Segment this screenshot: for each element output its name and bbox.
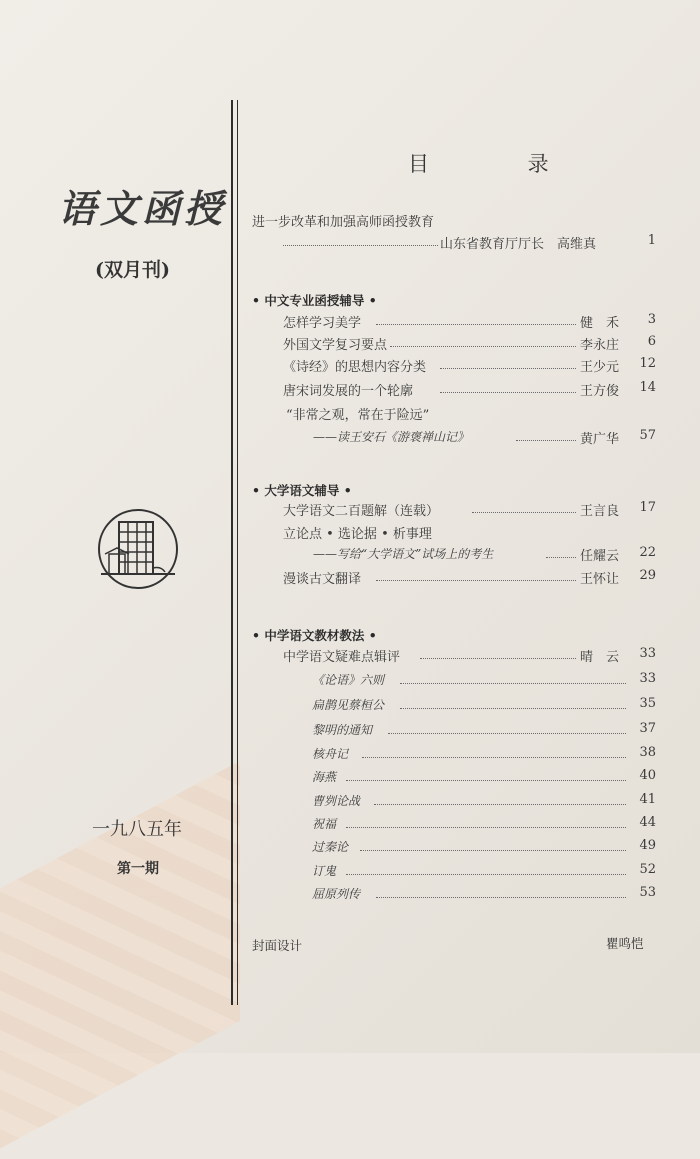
cover-designer-name: 瞿鸣恺 <box>606 936 644 951</box>
leader-dots <box>346 780 626 781</box>
toc-item-page: 17 <box>639 500 656 515</box>
toc-item-page: 29 <box>639 568 656 583</box>
leader-dots <box>400 683 626 684</box>
leader-dots <box>376 897 626 898</box>
leader-dots <box>546 557 576 558</box>
toc-item-title: 立论点 • 选论据 • 析事理 <box>283 527 432 542</box>
toc-lead-title-row <box>0 211 700 233</box>
toc-item-title: 进一步改革和加强高师函授教育 <box>252 215 435 230</box>
toc-item-title: 扁鹊见蔡桓公 <box>312 698 385 712</box>
toc-item[interactable] <box>0 545 700 567</box>
leader-dots <box>376 580 576 581</box>
toc-item-title: 中学语文疑难点辑评 <box>283 650 401 665</box>
toc-item-title: 过秦论 <box>312 840 349 854</box>
toc-section-heading: • 大学语文辅导 • <box>252 483 352 498</box>
toc-item-title: 祝福 <box>312 817 337 831</box>
toc-item[interactable] <box>0 671 700 693</box>
toc-item-author: 王言良 <box>580 504 620 519</box>
toc-item-title: 屈原列传 <box>312 887 361 901</box>
toc-item[interactable] <box>0 356 700 378</box>
leader-dots <box>516 440 576 441</box>
toc-item-title: 核舟记 <box>312 747 349 761</box>
toc-item-title: ——读王安石《游褒禅山记》 <box>313 430 470 444</box>
leader-dots <box>420 658 576 659</box>
toc-item[interactable] <box>0 380 700 402</box>
toc-item[interactable] <box>0 646 700 668</box>
toc-item-author: 黄广华 <box>580 432 620 447</box>
toc-item[interactable] <box>0 885 700 907</box>
toc-item-page: 3 <box>647 312 656 327</box>
toc-item-title: 唐宋词发展的一个轮廓 <box>283 384 414 399</box>
leader-dots <box>346 827 626 828</box>
toc-item-title: 订鬼 <box>312 864 337 878</box>
toc-item-author: 王方俊 <box>580 384 620 399</box>
toc-item-page: 40 <box>639 768 656 783</box>
toc-item-page: 44 <box>639 815 656 830</box>
toc-item[interactable] <box>0 815 700 837</box>
toc-item[interactable] <box>0 404 700 426</box>
toc-item-title: 《诗经》的思想内容分类 <box>283 360 427 375</box>
toc-item-author: 任耀云 <box>580 549 620 564</box>
toc-item-author: 健 禾 <box>580 316 620 331</box>
toc-item-title: 漫谈古文翻译 <box>283 572 362 587</box>
toc-item[interactable] <box>0 721 700 743</box>
toc-item-page: 12 <box>639 356 656 371</box>
leader-dots <box>376 324 576 325</box>
leader-dots <box>440 368 576 369</box>
toc-heading: 目 录 <box>408 152 595 176</box>
toc-item-page: 33 <box>639 671 656 686</box>
toc-item-page: 57 <box>639 428 656 443</box>
toc-item-author: 李永庄 <box>580 338 620 353</box>
toc-item[interactable] <box>0 768 700 790</box>
leader-dots <box>360 850 626 851</box>
toc-item[interactable] <box>0 568 700 590</box>
leader-dots <box>440 392 576 393</box>
toc-section-heading: • 中学语文教材教法 • <box>252 628 377 643</box>
toc-item-page: 49 <box>639 838 656 853</box>
toc-item-author: 山东省教育厅厅长 高维真 <box>440 237 597 252</box>
leader-dots <box>374 804 626 805</box>
journal-title: 语文函授 <box>58 186 227 231</box>
journal-subtitle: (双月刊) <box>95 259 170 281</box>
toc-item-page: 37 <box>639 721 656 736</box>
toc-item[interactable] <box>0 862 700 884</box>
toc-item-page: 35 <box>639 696 656 711</box>
toc-section-heading: • 中文专业函授辅导 • <box>252 293 377 308</box>
toc-item[interactable] <box>0 792 700 814</box>
toc-item-page: 14 <box>639 380 656 395</box>
toc-item[interactable] <box>0 312 700 334</box>
toc-item[interactable] <box>0 838 700 860</box>
toc-item-title: 《论语》六则 <box>312 673 385 687</box>
toc-item[interactable] <box>0 428 700 450</box>
toc-item-title: 黎明的通知 <box>312 723 373 737</box>
toc-item-page: 41 <box>639 792 656 807</box>
leader-dots <box>362 757 626 758</box>
cover-design-label: 封面设计 <box>252 938 303 953</box>
toc-lead-author-row[interactable] <box>0 233 700 255</box>
toc-item-title: 大学语文二百题解（连载） <box>283 504 440 519</box>
toc-item-author: 晴 云 <box>580 650 620 665</box>
toc-item[interactable] <box>0 334 700 356</box>
toc-item-page: 33 <box>639 646 656 661</box>
toc-item-title: 曹刿论战 <box>312 794 361 808</box>
toc-item[interactable] <box>0 523 700 545</box>
toc-item-author: 王怀让 <box>580 572 620 587</box>
issue-number: 第一期 <box>117 861 159 877</box>
leader-dots <box>283 245 438 246</box>
toc-item-title: ——写给“大学语文”试场上的考生 <box>313 547 494 561</box>
toc-item-page: 52 <box>639 862 656 877</box>
leader-dots <box>346 874 626 875</box>
leader-dots <box>390 346 576 347</box>
leader-dots <box>472 512 576 513</box>
toc-item-title: 海燕 <box>312 770 337 784</box>
toc-item-page: 22 <box>639 545 656 560</box>
leader-dots <box>400 708 626 709</box>
toc-item-author: 王少元 <box>580 360 620 375</box>
toc-item[interactable] <box>0 745 700 767</box>
toc-item-title: 外国文学复习要点 <box>283 338 388 353</box>
toc-item-title: “非常之观，常在于险远” <box>286 408 430 423</box>
toc-item-page: 6 <box>647 334 656 349</box>
toc-item-page: 53 <box>639 885 656 900</box>
publication-year: 一九八五年 <box>92 819 182 840</box>
leader-dots <box>388 733 626 734</box>
toc-item[interactable] <box>0 500 700 522</box>
toc-item[interactable] <box>0 696 700 718</box>
toc-item-page: 1 <box>647 233 656 248</box>
toc-item-page: 38 <box>639 745 656 760</box>
toc-item-title: 怎样学习美学 <box>283 316 362 331</box>
